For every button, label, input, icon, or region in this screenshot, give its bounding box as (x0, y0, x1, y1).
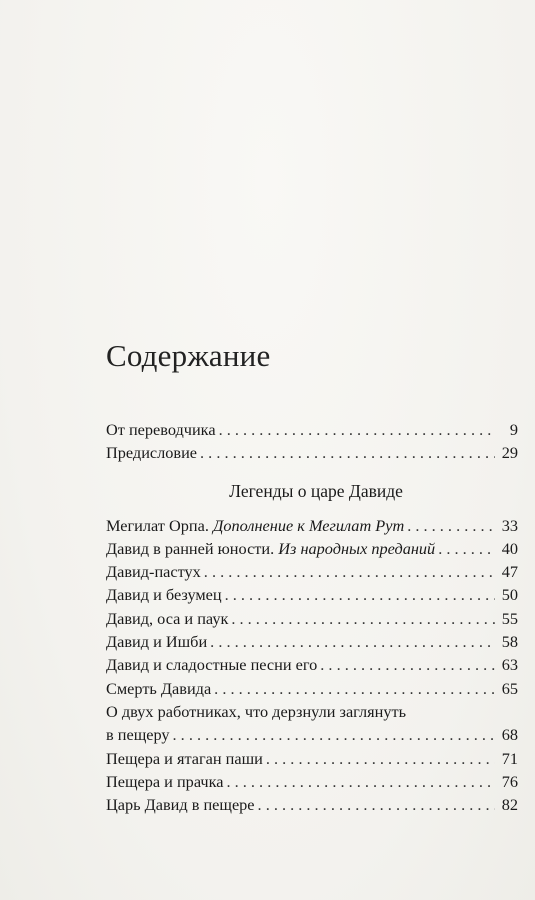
toc-entry-title: Пещера и ятаган паши (106, 748, 263, 768)
toc-entry-title: Предисловие (106, 443, 198, 463)
toc-page-number: 40 (501, 538, 518, 558)
toc-entry-title: Смерть Давида (106, 678, 212, 698)
toc-leader-dots (219, 418, 495, 441)
toc-leader-dots (226, 770, 495, 793)
toc-page-number: 65 (501, 678, 518, 698)
section-heading: Легенды о царе Давиде (229, 480, 403, 501)
toc-entry-title: Давид, оса и паук (106, 608, 229, 628)
toc-entry-title: Давид и безумец (106, 585, 222, 605)
toc-leader-dots (407, 514, 495, 537)
toc-entry[interactable] (106, 583, 518, 606)
toc-page-number: 63 (501, 655, 518, 675)
toc-entry[interactable] (106, 418, 518, 441)
toc-entry[interactable] (106, 653, 518, 676)
toc-leader-dots (204, 560, 495, 583)
toc-page-number: 76 (501, 771, 518, 791)
toc-entry-title-line1[interactable]: О двух работниках, что дерзнули заглянуть (106, 701, 407, 721)
toc-entry-title: Мегилат Орпа. Дополнение к Мегилат Рут (106, 515, 405, 535)
toc-entry[interactable] (106, 747, 518, 770)
toc-entry-title: Пещера и прачка (106, 771, 224, 791)
toc-entry[interactable] (106, 793, 518, 816)
toc-entry[interactable] (106, 723, 518, 746)
toc-page-number: 33 (501, 515, 518, 535)
toc-entry-subtitle: Дополнение к Мегилат Рут (212, 515, 405, 535)
toc-entry[interactable] (106, 677, 518, 700)
toc-entry[interactable] (106, 537, 518, 560)
toc-page-number: 29 (501, 443, 518, 463)
toc-leader-dots (210, 630, 495, 653)
toc-leader-dots (231, 607, 495, 630)
toc-page-number: 68 (501, 725, 518, 745)
toc-entry-title: От переводчика (106, 420, 216, 439)
toc-page-number: 82 (501, 795, 518, 815)
toc-entry-title: Давид и сладостные песни его (106, 655, 318, 675)
toc-page-number: 58 (501, 632, 518, 652)
toc-entry-title: Давид в ранней юности. Из народных преданий (106, 538, 436, 558)
table-of-contents (106, 418, 518, 816)
toc-leader-dots (225, 583, 495, 606)
toc-leader-dots (200, 441, 495, 464)
toc-page-number: 47 (501, 562, 518, 582)
toc-entry-title: Давид и Ишби (106, 632, 208, 652)
toc-leader-dots (438, 537, 495, 560)
toc-page-number: 9 (509, 420, 518, 439)
toc-entry-title: в пещеру (106, 725, 170, 745)
toc-page-number: 71 (501, 748, 518, 768)
toc-leader-dots (320, 653, 495, 676)
toc-entry-title: Царь Давид в пещере (106, 795, 255, 815)
toc-leader-dots (258, 793, 495, 816)
toc-page-number: 50 (501, 585, 518, 605)
toc-leader-dots (214, 677, 495, 700)
toc-entry[interactable] (106, 630, 518, 653)
toc-entry[interactable] (106, 560, 518, 583)
toc-entry[interactable] (106, 770, 518, 793)
toc-leader-dots (173, 723, 495, 746)
toc-entry[interactable] (106, 514, 518, 537)
toc-entry[interactable] (106, 607, 518, 630)
toc-leader-dots (266, 747, 495, 770)
toc-entry-title: Давид-пастух (106, 562, 201, 582)
toc-entry[interactable] (106, 441, 518, 464)
page-title: Содержание (106, 338, 271, 373)
toc-entry-subtitle: Из народных преданий (278, 538, 436, 558)
toc-page-number: 55 (501, 608, 518, 628)
